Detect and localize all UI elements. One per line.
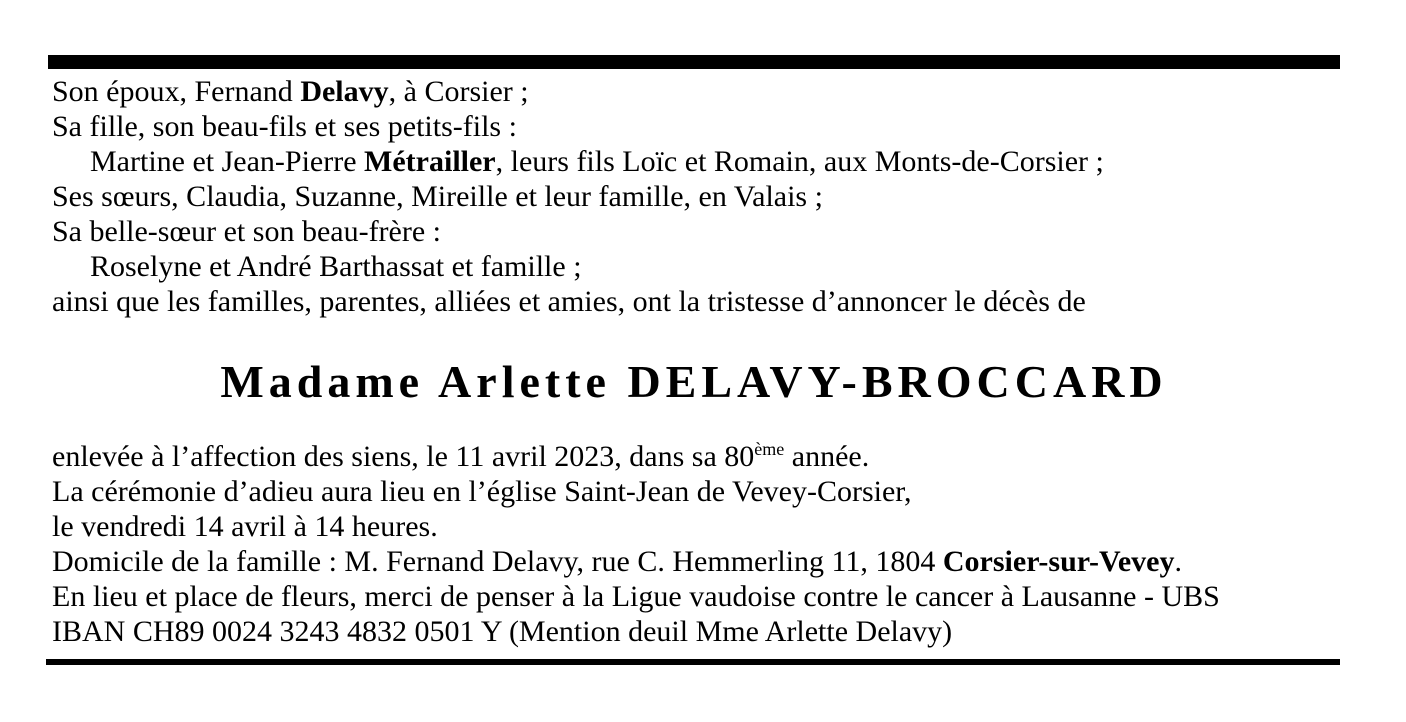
text-segment: IBAN CH89 0024 3243 4832 0501 Y (Mention deuil Mme Arlette Delavy) (52, 615, 953, 648)
text-line (52, 614, 1220, 649)
deceased-name-title: Madame Arlette DELAVY-BROCCARD (220, 356, 1168, 407)
text-segment: Roselyne et André Barthassat et famille ; (90, 250, 582, 283)
text-line (52, 249, 1104, 284)
bottom-rule (46, 659, 1340, 665)
text-segment: enlevée à l’affection des siens, le 11 avril 2023, dans sa 80 (52, 440, 755, 473)
text-line (52, 284, 1104, 319)
text-segment: Son époux, Fernand (52, 75, 301, 108)
text-segment: Ses sœurs, Claudia, Suzanne, Mireille et leur famille, en Valais ; (52, 180, 823, 213)
text-line (52, 109, 1104, 144)
text-segment: . (1174, 545, 1182, 578)
text-segment: le vendredi 14 avril à 14 heures. (52, 510, 438, 543)
text-segment: Domicile de la famille : M. Fernand Delavy, rue C. Hemmerling 11, 1804 (52, 545, 943, 578)
text-line (52, 74, 1104, 109)
text-segment: année. (784, 440, 870, 473)
text-line (52, 579, 1220, 614)
text-line (52, 439, 1220, 474)
text-line (52, 214, 1104, 249)
text-segment: Métrailler (364, 145, 496, 178)
text-segment: En lieu et place de fleurs, merci de penser à la Ligue vaudoise contre le cancer à Lausanne - UBS (52, 580, 1220, 613)
top-rule (48, 55, 1340, 69)
text-segment: ainsi que les familles, parentes, alliées et amies, ont la tristesse d’annoncer le décès de (52, 285, 1086, 318)
text-segment: , à Corsier ; (388, 75, 529, 108)
text-line (52, 544, 1220, 579)
text-line (52, 144, 1104, 179)
text-line (52, 509, 1220, 544)
family-list-paragraph (52, 74, 1104, 319)
text-line (52, 179, 1104, 214)
text-segment: Delavy (300, 75, 389, 108)
text-segment: , leurs fils Loïc et Romain, aux Monts-de-Corsier ; (495, 145, 1104, 178)
text-segment: Sa belle-sœur et son beau-frère : (52, 215, 442, 248)
ceremony-details-paragraph (52, 439, 1220, 649)
text-segment: ème (754, 439, 785, 459)
text-segment: La cérémonie d’adieu aura lieu en l’église Saint-Jean de Vevey-Corsier, (52, 475, 912, 508)
text-line (52, 474, 1220, 509)
text-segment: Corsier-sur-Vevey (942, 545, 1175, 578)
text-segment: Martine et Jean-Pierre (90, 145, 365, 178)
text-segment: Sa fille, son beau-fils et ses petits-fils : (52, 110, 517, 143)
